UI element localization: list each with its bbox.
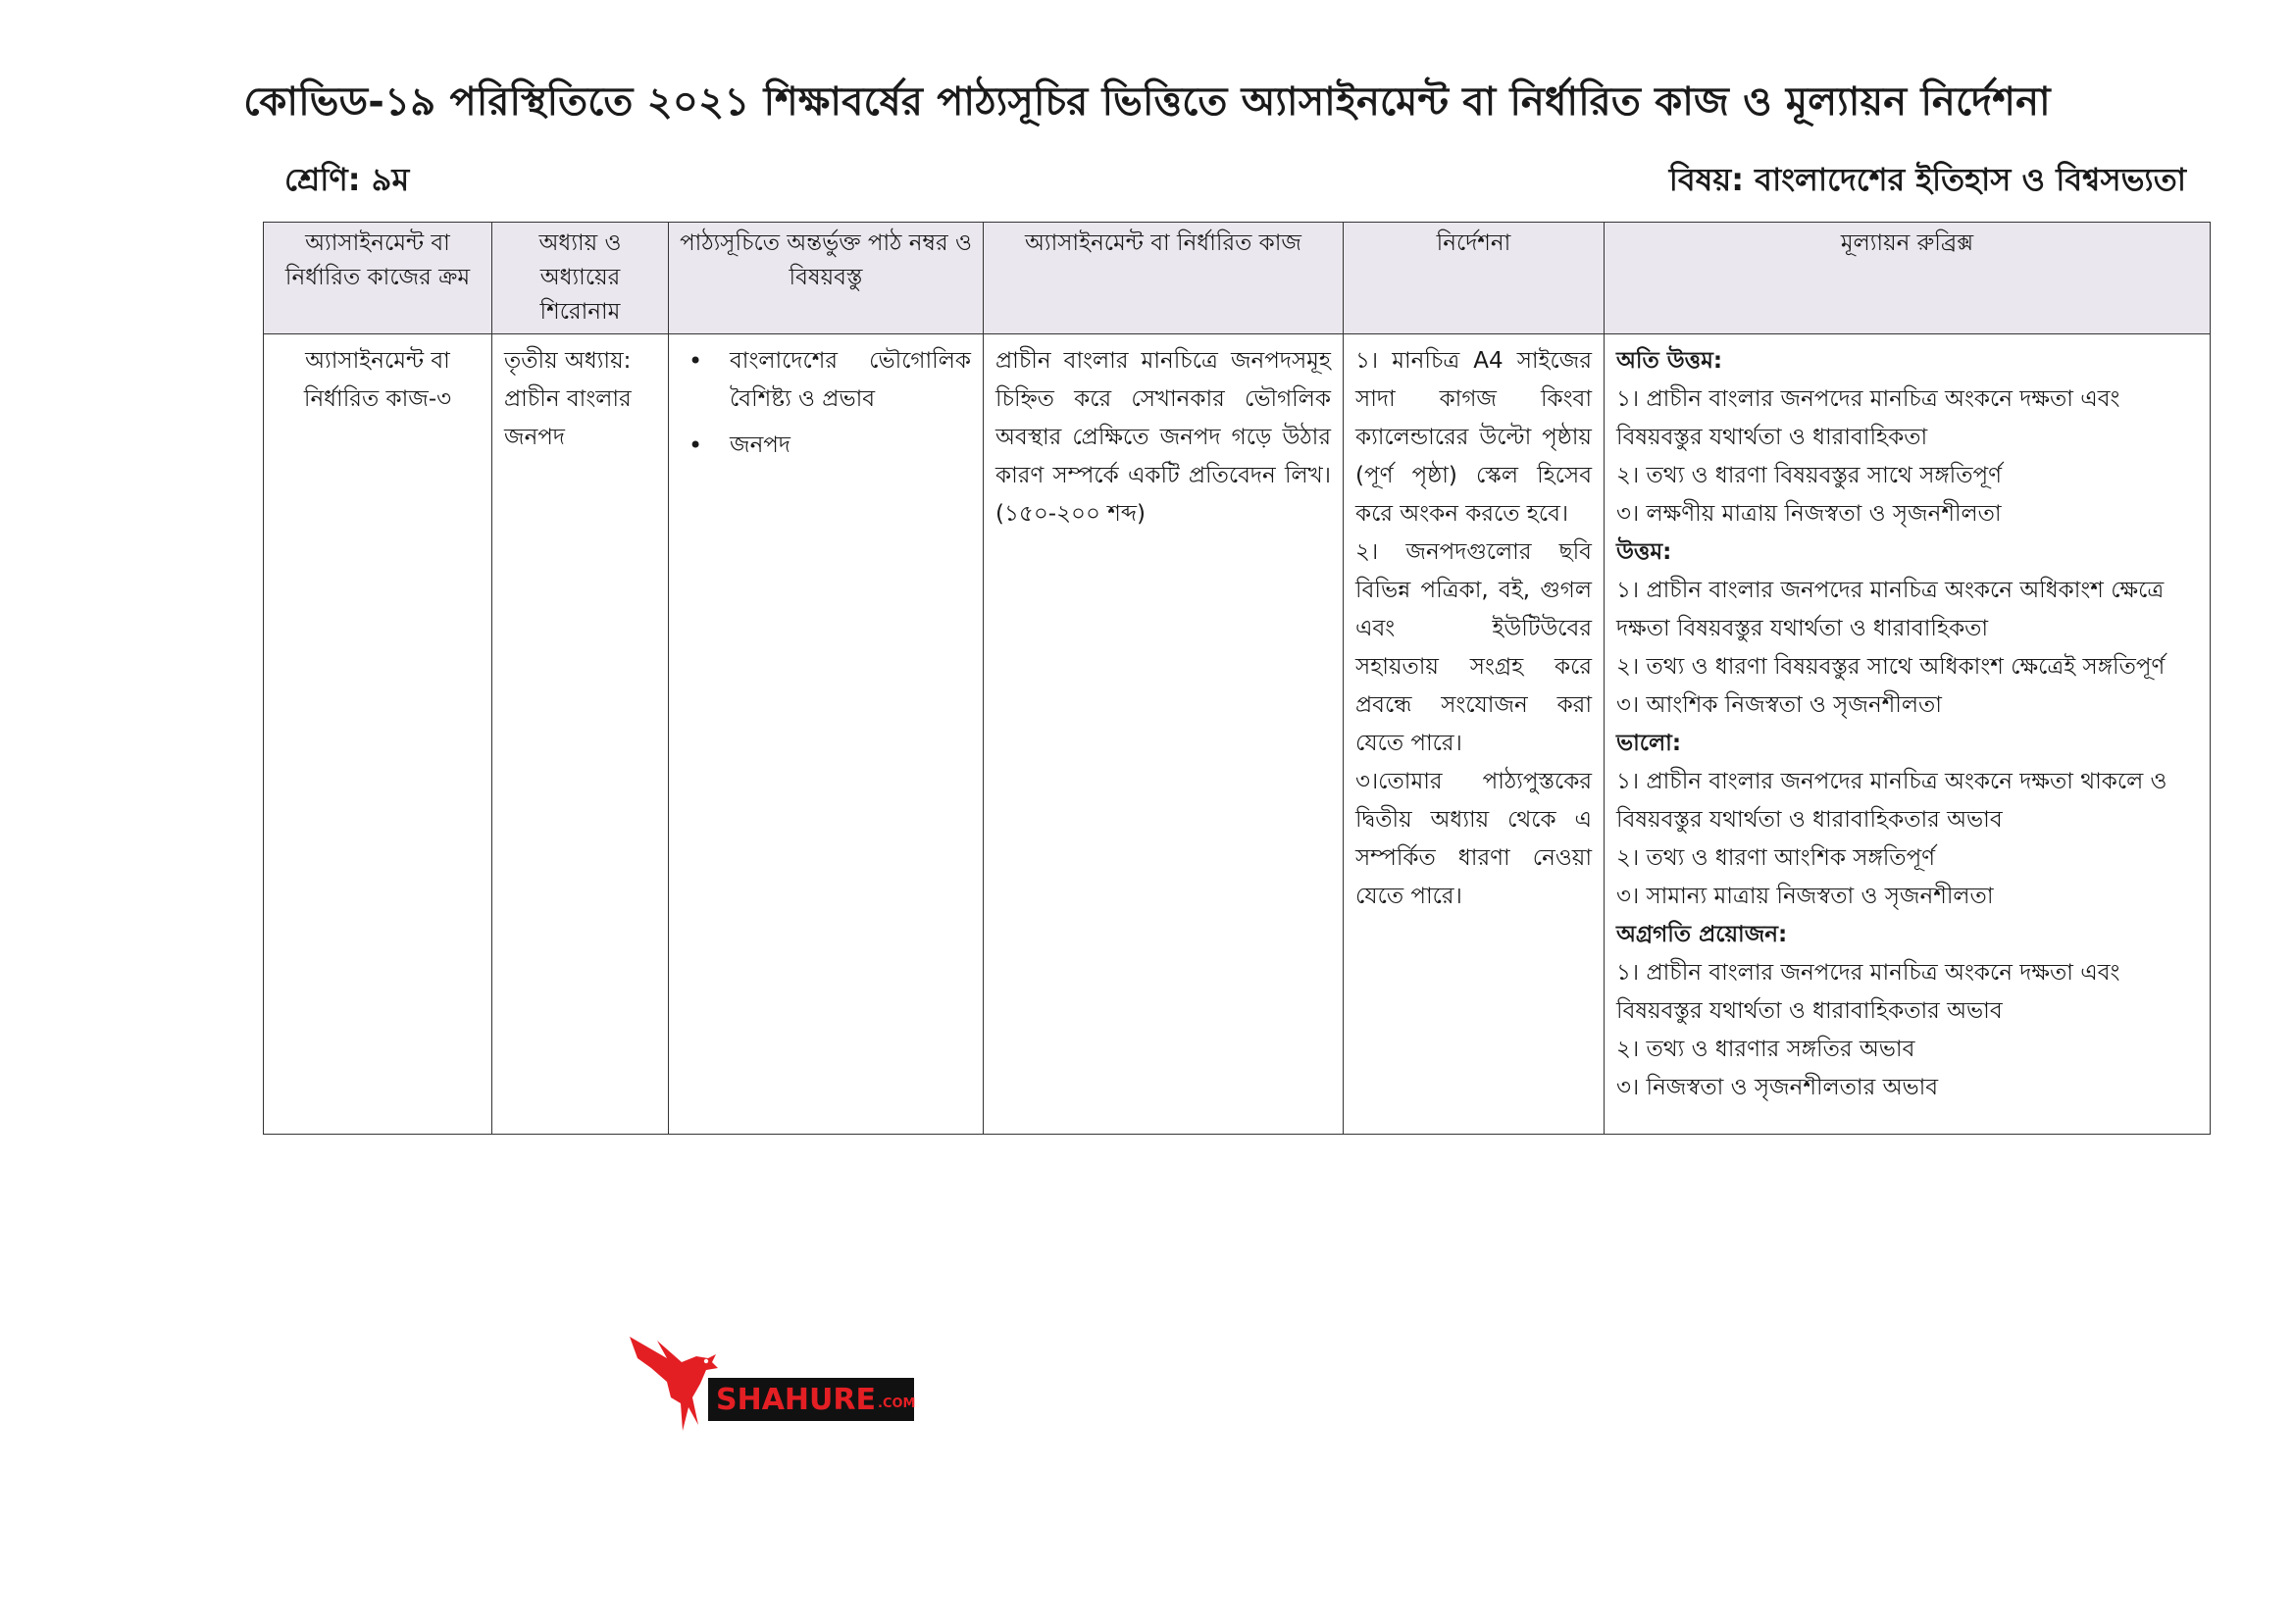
header-instructions: নির্দেশনা	[1344, 223, 1605, 334]
rubric-item: ১। প্রাচীন বাংলার জনপদের মানচিত্র অংকনে দক্ষতা এবং বিষয়বস্তুর যথার্থতা ও ধারাবাহিকতা	[1616, 386, 2120, 450]
header-rubric: মূল্যায়ন রুব্রিক্স	[1605, 223, 2211, 334]
rubric-level-heading: অতি উত্তম:	[1616, 348, 1723, 374]
cell-chapter: তৃতীয় অধ্যায়: প্রাচীন বাংলার জনপদ	[492, 334, 669, 1135]
assignment-table	[263, 222, 2211, 1135]
rubric-item: ১। প্রাচীন বাংলার জনপদের মানচিত্র অংকনে দক্ষতা থাকলে ও বিষয়বস্তুর যথার্থতা ও ধারাবাহিকতার অভাব	[1616, 769, 2167, 833]
logo-suffix-text: .COM	[878, 1396, 916, 1411]
logo-brand-text: SHAHURE	[716, 1382, 876, 1417]
rubric-item: ৩। আংশিক নিজস্বতা ও সৃজনশীলতা	[1616, 692, 1942, 718]
cell-rubric	[1605, 334, 2211, 1135]
rubric-level-heading: অগ্রগতি প্রয়োজন:	[1616, 922, 1788, 947]
table-header-row	[264, 223, 2211, 334]
rubric-level-heading: ভালো:	[1616, 731, 1682, 756]
instruction-item: ১। মানচিত্র A4 সাইজের সাদা কাগজ কিংবা ক্যালেন্ডারের উল্টো পৃষ্ঠায় (পূর্ণ পৃষ্ঠা) স্কেল হিসেব করে অংকন করতে হবে।	[1355, 348, 1592, 527]
table-row	[264, 334, 2211, 1135]
rubric-item: ২। তথ্য ও ধারণা বিষয়বস্তুর সাথে অধিকাংশ ক্ষেত্রেই সঙ্গতিপূর্ণ	[1616, 654, 2166, 680]
header-task: অ্যাসাইনমেন্ট বা নির্ধারিত কাজ	[984, 223, 1344, 334]
cell-task: প্রাচীন বাংলার মানচিত্রে জনপদসমূহ চিহ্নিত করে সেখানকার ভৌগলিক অবস্থার প্রেক্ষিতে জনপদ গড়ে উঠার কারণ সম্পর্কে একটি প্রতিবেদন লিখ। (১৫০-২০০ শব্দ)	[984, 334, 1344, 1135]
cell-topics	[669, 334, 984, 1135]
red-bird-icon	[628, 1329, 736, 1437]
rubric-item: ৩। লক্ষণীয় মাত্রায় নিজস্বতা ও সৃজনশীলতা	[1616, 501, 2002, 527]
rubric-item: ২। তথ্য ও ধারণা আংশিক সঙ্গতিপূর্ণ	[1616, 845, 1936, 871]
rubric-item: ২। তথ্য ও ধারণার সঙ্গতির অভাব	[1616, 1037, 1915, 1062]
cell-assignment-no: অ্যাসাইনমেন্ট বা নির্ধারিত কাজ-৩	[264, 334, 492, 1135]
rubric-item: ১। প্রাচীন বাংলার জনপদের মানচিত্র অংকনে অধিকাংশ ক্ষেত্রে দক্ষতা বিষয়বস্তুর যথার্থতা ও ধারাবাহিকতা	[1616, 578, 2165, 641]
rubric-item: ২। তথ্য ও ধারণা বিষয়বস্তুর সাথে সঙ্গতিপূর্ণ	[1616, 463, 2002, 488]
rubric-level-heading: উত্তম:	[1616, 539, 1672, 565]
rubric-item: ৩। সামান্য মাত্রায় নিজস্বতা ও সৃজনশীলতা	[1616, 884, 1994, 909]
instruction-item: ২। জনপদগুলোর ছবি বিভিন্ন পত্রিকা, বই, গুগল এবং ইউটিউবের সহায়তায় সংগ্রহ করে প্রবন্ধে সংযোজন করা যেতে পারে।	[1355, 539, 1592, 756]
header-assignment-no: অ্যাসাইনমেন্ট বা নির্ধারিত কাজের ক্রম	[264, 223, 492, 334]
rubric-item: ১। প্রাচীন বাংলার জনপদের মানচিত্র অংকনে দক্ষতা এবং বিষয়বস্তুর যথার্থতা ও ধারাবাহিকতার অভাব	[1616, 960, 2120, 1024]
header-topics: পাঠ্যসূচিতে অন্তর্ভুক্ত পাঠ নম্বর ও বিষয়বস্তু	[669, 223, 984, 334]
logo-bar	[708, 1378, 914, 1421]
instruction-item: ৩।তোমার পাঠ্যপুস্তকের দ্বিতীয় অধ্যায় থেকে এ সম্পর্কিত ধারণা নেওয়া যেতে পারে।	[1355, 769, 1592, 909]
rubric-item: ৩। নিজস্বতা ও সৃজনশীলতার অভাব	[1616, 1075, 1939, 1100]
list-item: • বাংলাদেশের ভৌগোলিক বৈশিষ্ট্য ও প্রভাব	[730, 342, 971, 419]
class-label: শ্রেণি: ৯ম	[284, 161, 410, 198]
subject-label: বিষয়: বাংলাদেশের ইতিহাস ও বিশ্বসভ্যতা	[1668, 161, 2186, 198]
topics-list	[681, 342, 971, 465]
list-item: • জনপদ	[730, 427, 971, 465]
watermark-logo	[628, 1329, 922, 1437]
page-title: কোভিড-১৯ পরিস্থিতিতে ২০২১ শিক্ষাবর্ষের পাঠ্যসূচির ভিত্তিতে অ্যাসাইনমেন্ট বা নির্ধারিত কাজ ও মূল্যায়ন নির্দেশনা	[243, 79, 2051, 125]
header-chapter: অধ্যায় ও অধ্যায়ের শিরোনাম	[492, 223, 669, 334]
cell-instructions	[1344, 334, 1605, 1135]
